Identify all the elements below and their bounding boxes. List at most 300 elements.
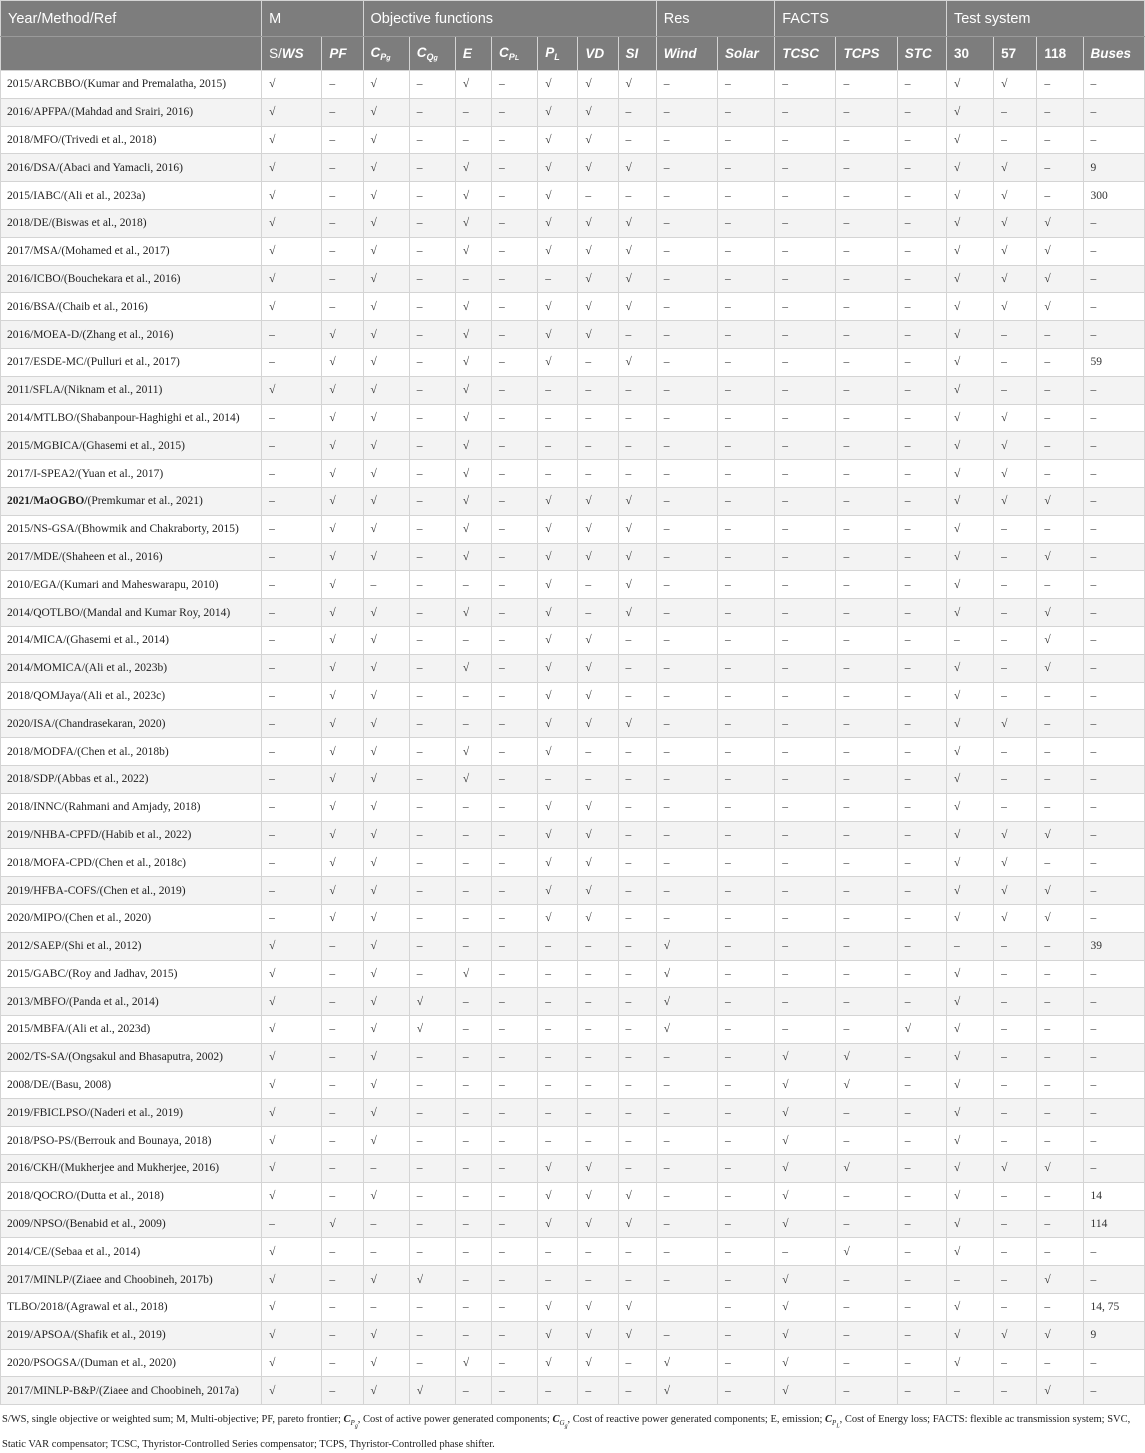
row-reference: 2019/HFBA-COFS/(Chen et al., 2019) <box>1 877 262 905</box>
table-cell: – <box>1037 738 1083 766</box>
table-cell: – <box>897 1099 946 1127</box>
table-cell: – <box>538 1266 578 1294</box>
table-cell: – <box>897 1321 946 1349</box>
table-cell: √ <box>455 487 491 515</box>
table-cell: – <box>656 877 717 905</box>
table-row <box>1 376 1145 404</box>
table-cell: – <box>538 932 578 960</box>
table-cell: – <box>409 543 455 571</box>
table-cell: – <box>455 1238 491 1266</box>
table-cell: √ <box>262 1349 322 1377</box>
table-cell: – <box>492 1099 538 1127</box>
table-cell: – <box>946 932 993 960</box>
table-cell: – <box>455 1016 491 1044</box>
table-cell: – <box>409 126 455 154</box>
table-cell: √ <box>946 710 993 738</box>
table-cell: – <box>717 988 774 1016</box>
table-cell: – <box>363 1294 409 1322</box>
table-cell: √ <box>775 1182 836 1210</box>
table-cell: – <box>656 126 717 154</box>
header-col-7: $P_L$ <box>538 37 578 71</box>
table-cell: – <box>994 348 1037 376</box>
row-reference: 2015/IABC/(Ali et al., 2023a) <box>1 182 262 210</box>
table-cell: – <box>836 904 897 932</box>
table-row <box>1 1266 1145 1294</box>
table-cell: √ <box>578 321 618 349</box>
table-row <box>1 1321 1145 1349</box>
table-cell: √ <box>322 432 363 460</box>
table-cell: – <box>618 432 656 460</box>
table-cell: √ <box>322 849 363 877</box>
table-cell: – <box>1037 1182 1083 1210</box>
table-cell: √ <box>262 293 322 321</box>
table-body <box>1 71 1145 1405</box>
table-cell: √ <box>538 793 578 821</box>
table-cell: √ <box>538 571 578 599</box>
table-cell: √ <box>538 682 578 710</box>
table-cell: – <box>836 1127 897 1155</box>
table-cell: – <box>618 904 656 932</box>
table-row <box>1 543 1145 571</box>
table-cell: √ <box>618 1321 656 1349</box>
table-row <box>1 1071 1145 1099</box>
table-cell: – <box>717 460 774 488</box>
table-cell: – <box>717 98 774 126</box>
table-row <box>1 348 1145 376</box>
table-cell: – <box>656 376 717 404</box>
table-cell: – <box>455 904 491 932</box>
table-cell: – <box>897 738 946 766</box>
table-cell: – <box>618 960 656 988</box>
table-cell: √ <box>322 543 363 571</box>
table-cell: – <box>656 765 717 793</box>
row-reference: 2018/QOMJaya/(Ali et al., 2023c) <box>1 682 262 710</box>
table-cell: – <box>836 599 897 627</box>
table-cell: – <box>1037 376 1083 404</box>
table-cell: – <box>897 1210 946 1238</box>
table-cell: – <box>656 904 717 932</box>
table-cell: – <box>578 571 618 599</box>
table-cell: – <box>409 1071 455 1099</box>
table-cell: √ <box>1037 1155 1083 1183</box>
table-cell: √ <box>363 1043 409 1071</box>
table-cell: – <box>1083 849 1144 877</box>
table-cell: – <box>1037 515 1083 543</box>
table-cell: √ <box>994 849 1037 877</box>
table-cell: 300 <box>1083 182 1144 210</box>
table-cell: – <box>578 765 618 793</box>
table-cell: – <box>656 154 717 182</box>
table-cell: √ <box>262 237 322 265</box>
table-cell: – <box>455 1043 491 1071</box>
table-cell: – <box>1083 515 1144 543</box>
table-cell: – <box>897 1127 946 1155</box>
table-cell: – <box>836 960 897 988</box>
table-cell: √ <box>656 960 717 988</box>
table-cell: – <box>538 988 578 1016</box>
table-cell: – <box>656 1127 717 1155</box>
header-col-4: $C_{Qg}$ <box>409 37 455 71</box>
row-reference: 2018/SDP/(Abbas et al., 2022) <box>1 765 262 793</box>
table-cell: – <box>897 1294 946 1322</box>
table-cell: – <box>618 1349 656 1377</box>
table-cell: – <box>836 710 897 738</box>
table-cell: √ <box>946 1127 993 1155</box>
row-reference: 2017/MINLP/(Ziaee and Choobineh, 2017b) <box>1 1266 262 1294</box>
row-reference: 2015/MGBICA/(Ghasemi et al., 2015) <box>1 432 262 460</box>
table-cell: √ <box>538 543 578 571</box>
table-cell: – <box>492 960 538 988</box>
table-cell: – <box>775 98 836 126</box>
table-cell: √ <box>946 293 993 321</box>
table-cell: √ <box>455 154 491 182</box>
row-reference: 2016/ICBO/(Bouchekara et al., 2016) <box>1 265 262 293</box>
table-cell: – <box>455 682 491 710</box>
table-cell: – <box>717 626 774 654</box>
table-cell: √ <box>946 98 993 126</box>
table-cell: – <box>1083 487 1144 515</box>
table-cell: – <box>1083 877 1144 905</box>
table-cell: √ <box>322 682 363 710</box>
table-cell: – <box>1083 571 1144 599</box>
table-cell: – <box>897 571 946 599</box>
table-cell: – <box>717 571 774 599</box>
table-row <box>1 1043 1145 1071</box>
table-cell: – <box>994 1349 1037 1377</box>
table-row <box>1 599 1145 627</box>
table-cell: – <box>897 154 946 182</box>
table-cell: – <box>717 1016 774 1044</box>
table-cell: – <box>836 1377 897 1405</box>
table-cell: √ <box>455 237 491 265</box>
table-cell: – <box>455 1377 491 1405</box>
table-cell: √ <box>455 321 491 349</box>
table-cell: – <box>492 1043 538 1071</box>
table-cell: – <box>1083 1071 1144 1099</box>
table-cell: – <box>409 1099 455 1127</box>
table-cell: – <box>1083 543 1144 571</box>
table-cell: – <box>897 1377 946 1405</box>
table-cell: – <box>836 376 897 404</box>
table-cell: – <box>897 599 946 627</box>
table-cell: – <box>656 515 717 543</box>
table-cell: – <box>717 1321 774 1349</box>
table-row <box>1 988 1145 1016</box>
table-cell: – <box>656 626 717 654</box>
table-cell: – <box>492 432 538 460</box>
table-cell: √ <box>578 209 618 237</box>
table-cell: √ <box>1037 654 1083 682</box>
table-cell: – <box>538 460 578 488</box>
table-cell: – <box>322 1099 363 1127</box>
table-cell: – <box>322 932 363 960</box>
table-cell: – <box>578 1238 618 1266</box>
table-cell: – <box>775 543 836 571</box>
table-cell: – <box>897 821 946 849</box>
table-cell: – <box>897 1043 946 1071</box>
table-row <box>1 904 1145 932</box>
row-reference: 2019/APSOA/(Shafik et al., 2019) <box>1 1321 262 1349</box>
table-cell: √ <box>363 821 409 849</box>
table-cell: – <box>1083 126 1144 154</box>
table-cell: – <box>492 182 538 210</box>
table-cell: – <box>322 1182 363 1210</box>
table-cell: – <box>578 376 618 404</box>
row-reference: 2015/GABC/(Roy and Jadhav, 2015) <box>1 960 262 988</box>
table-cell: – <box>455 932 491 960</box>
table-cell: √ <box>322 599 363 627</box>
table-cell: – <box>1037 1071 1083 1099</box>
header-col-13: TCPS <box>836 37 897 71</box>
table-cell: – <box>618 1155 656 1183</box>
table-cell: – <box>322 154 363 182</box>
table-cell: – <box>775 71 836 99</box>
table-cell: – <box>618 626 656 654</box>
header-col-16: 57 <box>994 37 1037 71</box>
row-reference: 2014/CE/(Sebaa et al., 2014) <box>1 1238 262 1266</box>
table-cell: √ <box>618 710 656 738</box>
table-cell: – <box>656 460 717 488</box>
table-cell: – <box>492 1349 538 1377</box>
table-cell: √ <box>363 1377 409 1405</box>
table-cell: – <box>656 182 717 210</box>
table-cell: – <box>492 1294 538 1322</box>
table-cell: √ <box>363 960 409 988</box>
table-cell: – <box>897 960 946 988</box>
table-cell: √ <box>578 877 618 905</box>
table-cell: √ <box>656 932 717 960</box>
table-cell: – <box>1083 404 1144 432</box>
row-reference: TLBO/2018/(Agrawal et al., 2018) <box>1 1294 262 1322</box>
table-cell: – <box>836 460 897 488</box>
table-cell: 59 <box>1083 348 1144 376</box>
table-cell: – <box>492 1210 538 1238</box>
table-cell: – <box>994 1127 1037 1155</box>
table-header <box>1 1 1145 71</box>
table-cell: – <box>322 1349 363 1377</box>
table-cell: – <box>836 515 897 543</box>
table-cell: – <box>1037 988 1083 1016</box>
table-cell: – <box>717 209 774 237</box>
table-cell: √ <box>946 265 993 293</box>
table-cell: – <box>492 599 538 627</box>
table-cell: – <box>897 626 946 654</box>
table-cell: – <box>322 293 363 321</box>
table-cell: – <box>1083 71 1144 99</box>
table-cell: √ <box>363 849 409 877</box>
row-reference: 2020/PSOGSA/(Duman et al., 2020) <box>1 1349 262 1377</box>
table-cell: √ <box>946 154 993 182</box>
table-cell: – <box>717 793 774 821</box>
table-row <box>1 960 1145 988</box>
table-cell: √ <box>538 1182 578 1210</box>
table-cell: – <box>538 1127 578 1155</box>
table-cell: – <box>775 932 836 960</box>
table-cell: √ <box>262 265 322 293</box>
table-cell: √ <box>946 1071 993 1099</box>
table-cell: √ <box>1037 626 1083 654</box>
table-cell: √ <box>538 515 578 543</box>
table-cell: – <box>897 209 946 237</box>
table-row <box>1 209 1145 237</box>
table-cell: – <box>717 237 774 265</box>
table-cell: √ <box>363 738 409 766</box>
table-cell: √ <box>322 738 363 766</box>
table-cell: – <box>1037 182 1083 210</box>
table-cell: – <box>262 626 322 654</box>
table-row <box>1 1155 1145 1183</box>
table-cell: √ <box>618 1210 656 1238</box>
table-cell: √ <box>578 265 618 293</box>
table-row <box>1 793 1145 821</box>
table-cell: – <box>775 793 836 821</box>
table-cell: √ <box>262 988 322 1016</box>
table-cell: – <box>775 293 836 321</box>
table-cell: – <box>578 1016 618 1044</box>
row-reference: 2015/NS-GSA/(Bhowmik and Chakraborty, 2015) <box>1 515 262 543</box>
table-cell: √ <box>538 321 578 349</box>
table-cell: √ <box>538 237 578 265</box>
table-cell: – <box>656 793 717 821</box>
table-cell: √ <box>946 348 993 376</box>
table-cell: – <box>409 71 455 99</box>
table-cell: √ <box>363 515 409 543</box>
table-cell: √ <box>363 293 409 321</box>
row-reference: 2018/QOCRO/(Dutta et al., 2018) <box>1 1182 262 1210</box>
table-cell: – <box>322 237 363 265</box>
table-cell: √ <box>946 126 993 154</box>
table-cell: – <box>994 321 1037 349</box>
table-cell: √ <box>578 126 618 154</box>
table-cell: – <box>717 543 774 571</box>
table-cell: – <box>618 404 656 432</box>
table-cell: – <box>455 988 491 1016</box>
row-reference: 2010/EGA/(Kumari and Maheswarapu, 2010) <box>1 571 262 599</box>
table-cell: √ <box>538 626 578 654</box>
table-cell: – <box>1037 710 1083 738</box>
table-cell: – <box>262 571 322 599</box>
table-cell: √ <box>538 599 578 627</box>
table-cell: – <box>618 932 656 960</box>
table-cell: – <box>717 515 774 543</box>
table-cell: – <box>322 1127 363 1155</box>
table-cell: √ <box>994 821 1037 849</box>
header-col-18: Buses <box>1083 37 1144 71</box>
table-cell: – <box>538 1043 578 1071</box>
table-cell: – <box>322 1266 363 1294</box>
table-cell: √ <box>946 682 993 710</box>
table-cell: – <box>717 348 774 376</box>
table-cell: √ <box>538 1321 578 1349</box>
table-cell: – <box>656 571 717 599</box>
table-cell: √ <box>363 98 409 126</box>
table-cell: √ <box>363 265 409 293</box>
table-cell: √ <box>322 821 363 849</box>
table-cell: √ <box>538 877 578 905</box>
table-cell: – <box>836 1099 897 1127</box>
table-cell: – <box>994 765 1037 793</box>
table-cell: – <box>1037 126 1083 154</box>
table-cell: – <box>897 515 946 543</box>
table-cell: – <box>262 738 322 766</box>
table-cell: – <box>836 71 897 99</box>
table-cell: – <box>322 1016 363 1044</box>
table-cell: – <box>618 821 656 849</box>
table-cell: √ <box>538 98 578 126</box>
table-cell: – <box>717 710 774 738</box>
table-cell: – <box>618 1266 656 1294</box>
table-cell: – <box>322 126 363 154</box>
table-cell: – <box>656 71 717 99</box>
row-reference: 2014/MICA/(Ghasemi et al., 2014) <box>1 626 262 654</box>
table-cell: – <box>994 1182 1037 1210</box>
table-cell: – <box>409 877 455 905</box>
table-cell: – <box>717 1349 774 1377</box>
table-cell: √ <box>994 432 1037 460</box>
table-cell: √ <box>1037 209 1083 237</box>
table-cell: – <box>492 126 538 154</box>
table-cell: – <box>836 1294 897 1322</box>
table-cell: – <box>897 1238 946 1266</box>
table-cell: – <box>409 682 455 710</box>
table-cell: – <box>775 571 836 599</box>
table-cell: √ <box>775 1349 836 1377</box>
table-row <box>1 932 1145 960</box>
table-cell: – <box>897 682 946 710</box>
table-row <box>1 571 1145 599</box>
table-cell: – <box>897 182 946 210</box>
row-reference: 2018/DE/(Biswas et al., 2018) <box>1 209 262 237</box>
table-cell: – <box>717 738 774 766</box>
table-row <box>1 710 1145 738</box>
table-cell: √ <box>363 126 409 154</box>
table-cell: 9 <box>1083 154 1144 182</box>
table-cell: – <box>262 821 322 849</box>
table-cell: √ <box>618 1294 656 1322</box>
table-cell: – <box>897 348 946 376</box>
table-cell: – <box>717 1155 774 1183</box>
table-cell: √ <box>363 1016 409 1044</box>
row-reference: 2016/DSA/(Abaci and Yamacli, 2016) <box>1 154 262 182</box>
table-cell: – <box>262 904 322 932</box>
table-cell: – <box>717 1071 774 1099</box>
table-cell: – <box>836 1210 897 1238</box>
table-cell: √ <box>836 1238 897 1266</box>
table-cell: √ <box>946 1155 993 1183</box>
table-cell: – <box>656 348 717 376</box>
table-cell: √ <box>618 571 656 599</box>
table-cell: √ <box>897 1016 946 1044</box>
table-cell: – <box>492 1377 538 1405</box>
table-cell: √ <box>538 348 578 376</box>
table-cell: – <box>994 988 1037 1016</box>
table-cell: – <box>656 321 717 349</box>
table-cell: – <box>897 1182 946 1210</box>
table-cell: – <box>538 1377 578 1405</box>
table-cell: √ <box>1037 293 1083 321</box>
header-group-3: Res <box>656 1 775 37</box>
table-cell: √ <box>363 71 409 99</box>
table-row <box>1 1377 1145 1405</box>
table-cell: – <box>578 182 618 210</box>
table-cell: – <box>578 1266 618 1294</box>
table-cell: √ <box>455 515 491 543</box>
table-cell: – <box>1037 932 1083 960</box>
table-cell: – <box>578 1043 618 1071</box>
table-cell: √ <box>946 877 993 905</box>
table-cell: √ <box>262 1266 322 1294</box>
table-cell: √ <box>775 1155 836 1183</box>
